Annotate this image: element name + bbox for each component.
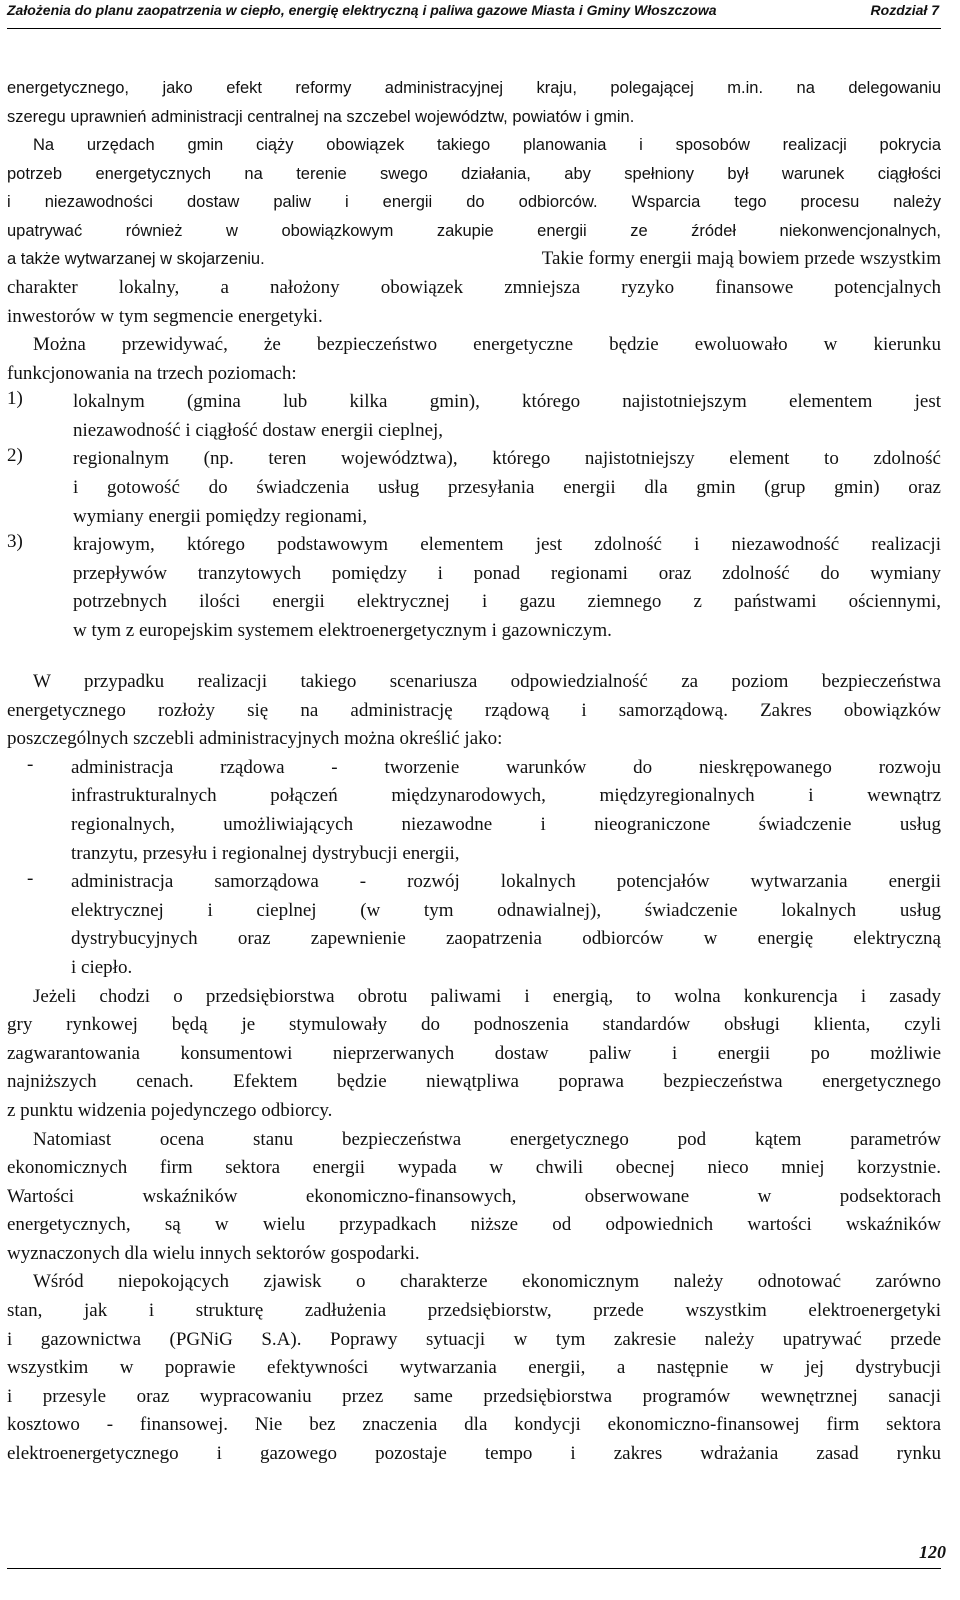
list-item-cont [7, 560, 941, 589]
list-bullet: - [27, 753, 34, 775]
text-line: energetycznych, są w wielu przypadkach niższe od odpowiednich wartości wskaźników [7, 1214, 941, 1236]
list-item [7, 868, 941, 897]
list-item-cont [7, 897, 941, 926]
text-line: potrzebnych ilości energii elektrycznej i gazu ziemnego z państwami ościennymi, [73, 591, 941, 613]
text-line: charakter lokalny, a nałożony obowiązek zmniejsza ryzyko finansowe potencjalnych [7, 277, 941, 298]
text-line: Na urzędach gmin ciąży obowiązek takiego planowania i sposobów realizacji pokrycia [33, 136, 941, 154]
text-line: W przypadku realizacji takiego scenariusza odpowiedzialność za poziom bezpieczeństwa [33, 671, 941, 692]
text-line: elektrycznej i cieplnej (w tym odnawialnej), świadczenie lokalnych usług [71, 899, 941, 921]
text-line: tranzytu, przesyłu i regionalnej dystrybucji energii, [71, 842, 460, 864]
intro-paragraph [7, 74, 941, 131]
text-line: stan, jak i strukturę zadłużenia przedsiębiorstw, przede wszystkim elektroenergetyki [7, 1300, 941, 1322]
text-line: szeregu uprawnień administracji centralnej na szczebel województw, powiatów i gmin. [7, 107, 635, 126]
text-line: regionalnych, umożliwiających niezawodne i nieograniczone świadczenie usług [71, 813, 941, 835]
paragraph-obligations-cont [7, 274, 941, 331]
list-item-cont [7, 811, 941, 840]
list-item [7, 388, 941, 417]
list-item-cont [7, 417, 941, 446]
footer-rule [7, 1568, 941, 1569]
text-line: administracja rządowa - tworzenie warunków do nieskrępowanego rozwoju [71, 756, 941, 778]
text-line: zagwarantowania konsumentowi nieprzerwanych dostaw paliw i energii po możliwie [7, 1042, 941, 1064]
paragraph-debt [7, 1268, 941, 1468]
text-line: regionalnym (np. teren województwa), którego najistotniejszy element to zdolność [73, 448, 941, 470]
document-title: Założenia do planu zaopatrzenia w ciepło, energię elektryczną i paliwa gazowe Miasta i Gminy Włoszczowa [7, 2, 717, 18]
text-line: wszystkim w poprawie efektywności wytwarzania energii, a następnie w jej dystrybucji [7, 1357, 941, 1379]
paragraph-security-levels [7, 331, 941, 646]
text-line: wyznaczonych dla wielu innych sektorów gospodarki. [7, 1242, 420, 1264]
text-line-tail: Takie formy energii mają bowiem przede wszystkim [541, 248, 941, 270]
text-line: potrzeb energetycznych na terenie swego działania, aby spełniony był warunek ciągłości [7, 164, 941, 183]
text-line: Wśród niepokojących zjawisk o charakterze ekonomicznym należy odnotować zarówno [33, 1271, 941, 1293]
page-number: 120 [919, 1542, 946, 1562]
text-line: w tym z europejskim systemem elektroenergetycznym i gazowniczym. [73, 619, 612, 641]
text-line: funkcjonowania na trzech poziomach: [7, 362, 297, 384]
text-line: elektroenergetycznego i gazowego pozostaje tempo i zakres wdrażania zasad rynku [7, 1443, 941, 1465]
list-item-cont [7, 925, 941, 954]
text-line: i ciepło. [71, 956, 133, 978]
text-line: kosztowo - finansowej. Nie bez znaczenia dla kondycji ekonomiczno-finansowej firm sektora [7, 1414, 941, 1436]
text-line: i przesyle oraz wypracowaniu przez same przedsiębiorstwa programów wewnętrznej sanacji [7, 1385, 941, 1407]
text-line: upatrywać również w obowiązkowym zakupie energii ze źródeł niekonwencjonalnych, [7, 221, 941, 240]
duties-list [7, 754, 941, 983]
paragraph-obligations [7, 131, 941, 274]
text-line: przepływów tranzytowych pomiędzy i ponad regionami oraz zdolność do wymiany [73, 562, 941, 584]
text-line: niezawodność i ciągłość dostaw energii cieplnej, [73, 419, 444, 441]
text-line: a także wytwarzanej w skojarzeniu. [7, 250, 265, 269]
levels-list [7, 388, 941, 645]
text-line: infrastrukturalnych połączeń międzynarodowych, międzyregionalnych i wewnątrz [71, 785, 941, 807]
list-item-cont [7, 617, 941, 646]
text-line: ekonomicznych firm sektora energii wypada w chwili obecnej nieco mniej korzystnie. [7, 1157, 941, 1179]
paragraph-economic-assessment [7, 1126, 941, 1269]
list-item-cont [7, 954, 941, 983]
list-number: 3) [7, 531, 23, 553]
list-item-cont [7, 840, 941, 869]
list-item [7, 445, 941, 474]
list-item-cont [7, 474, 941, 503]
text-line: energetycznego, jako efekt reformy administracyjnej kraju, polegającej m.in. na delegowaniu [7, 79, 941, 97]
text-line: dystrybucyjnych oraz zapewnienie zaopatrzenia odbiorców w energię elektryczną [71, 928, 941, 950]
text-line: najniższych cenach. Efektem będzie niewątpliwa poprawa bezpieczeństwa energetycznego [7, 1071, 941, 1093]
text-line: krajowym, którego podstawowym elementem jest zdolność i niezawodność realizacji [73, 534, 941, 556]
chapter-label: Rozdział 7 [870, 2, 939, 18]
text-line: z punktu widzenia pojedynczego odbiorcy. [7, 1099, 333, 1121]
list-item [7, 754, 941, 783]
list-item-cont [7, 588, 941, 617]
text-line: i gotowość do świadczenia usług przesyłania energii dla gmin (grup gmin) oraz [73, 476, 941, 498]
text-line: i niezawodności dostaw paliw i energii do odbiorców. Wsparcia tego procesu należy [7, 193, 941, 212]
list-item-cont [7, 503, 941, 532]
list-bullet: - [27, 868, 34, 890]
text-line: Można przewidywać, że bezpieczeństwo energetyczne będzie ewoluowało w kierunku [33, 334, 941, 355]
list-item [7, 531, 941, 560]
paragraph-competition [7, 983, 941, 1126]
text-line: Wartości wskaźników ekonomiczno-finansowych, obserwowane w podsektorach [7, 1185, 941, 1207]
text-line: gry rynkowej będą je stymulowały do podnoszenia standardów obsługi klienta, czyli [7, 1014, 941, 1036]
text-line: lokalnym (gmina lub kilka gmin), którego najistotniejszym elementem jest [73, 391, 941, 413]
text-line: poszczególnych szczebli administracyjnych można określić jako: [7, 728, 503, 750]
paragraph-responsibility [7, 668, 941, 1469]
text-line: wymiany energii pomiędzy regionami, [73, 505, 368, 527]
text-line: administracja samorządowa - rozwój lokalnych potencjałów wytwarzania energii [71, 871, 941, 893]
list-item-cont [7, 782, 941, 811]
text-line: i gazownictwa (PGNiG S.A). Poprawy sytuacji w tym zakresie należy upatrywać przede [7, 1328, 941, 1350]
text-line: Jeżeli chodzi o przedsiębiorstwa obrotu paliwami i energią, to wolna konkurencja i zasady [33, 985, 941, 1007]
list-number: 2) [7, 445, 23, 467]
page-header [7, 0, 941, 29]
text-line: Natomiast ocena stanu bezpieczeństwa energetycznego pod kątem parametrów [33, 1128, 941, 1150]
list-number: 1) [7, 388, 23, 410]
text-line: inwestorów w tym segmencie energetyki. [7, 305, 323, 327]
text-line: energetycznego rozłoży się na administrację rządową i samorządową. Zakres obowiązków [7, 699, 941, 721]
